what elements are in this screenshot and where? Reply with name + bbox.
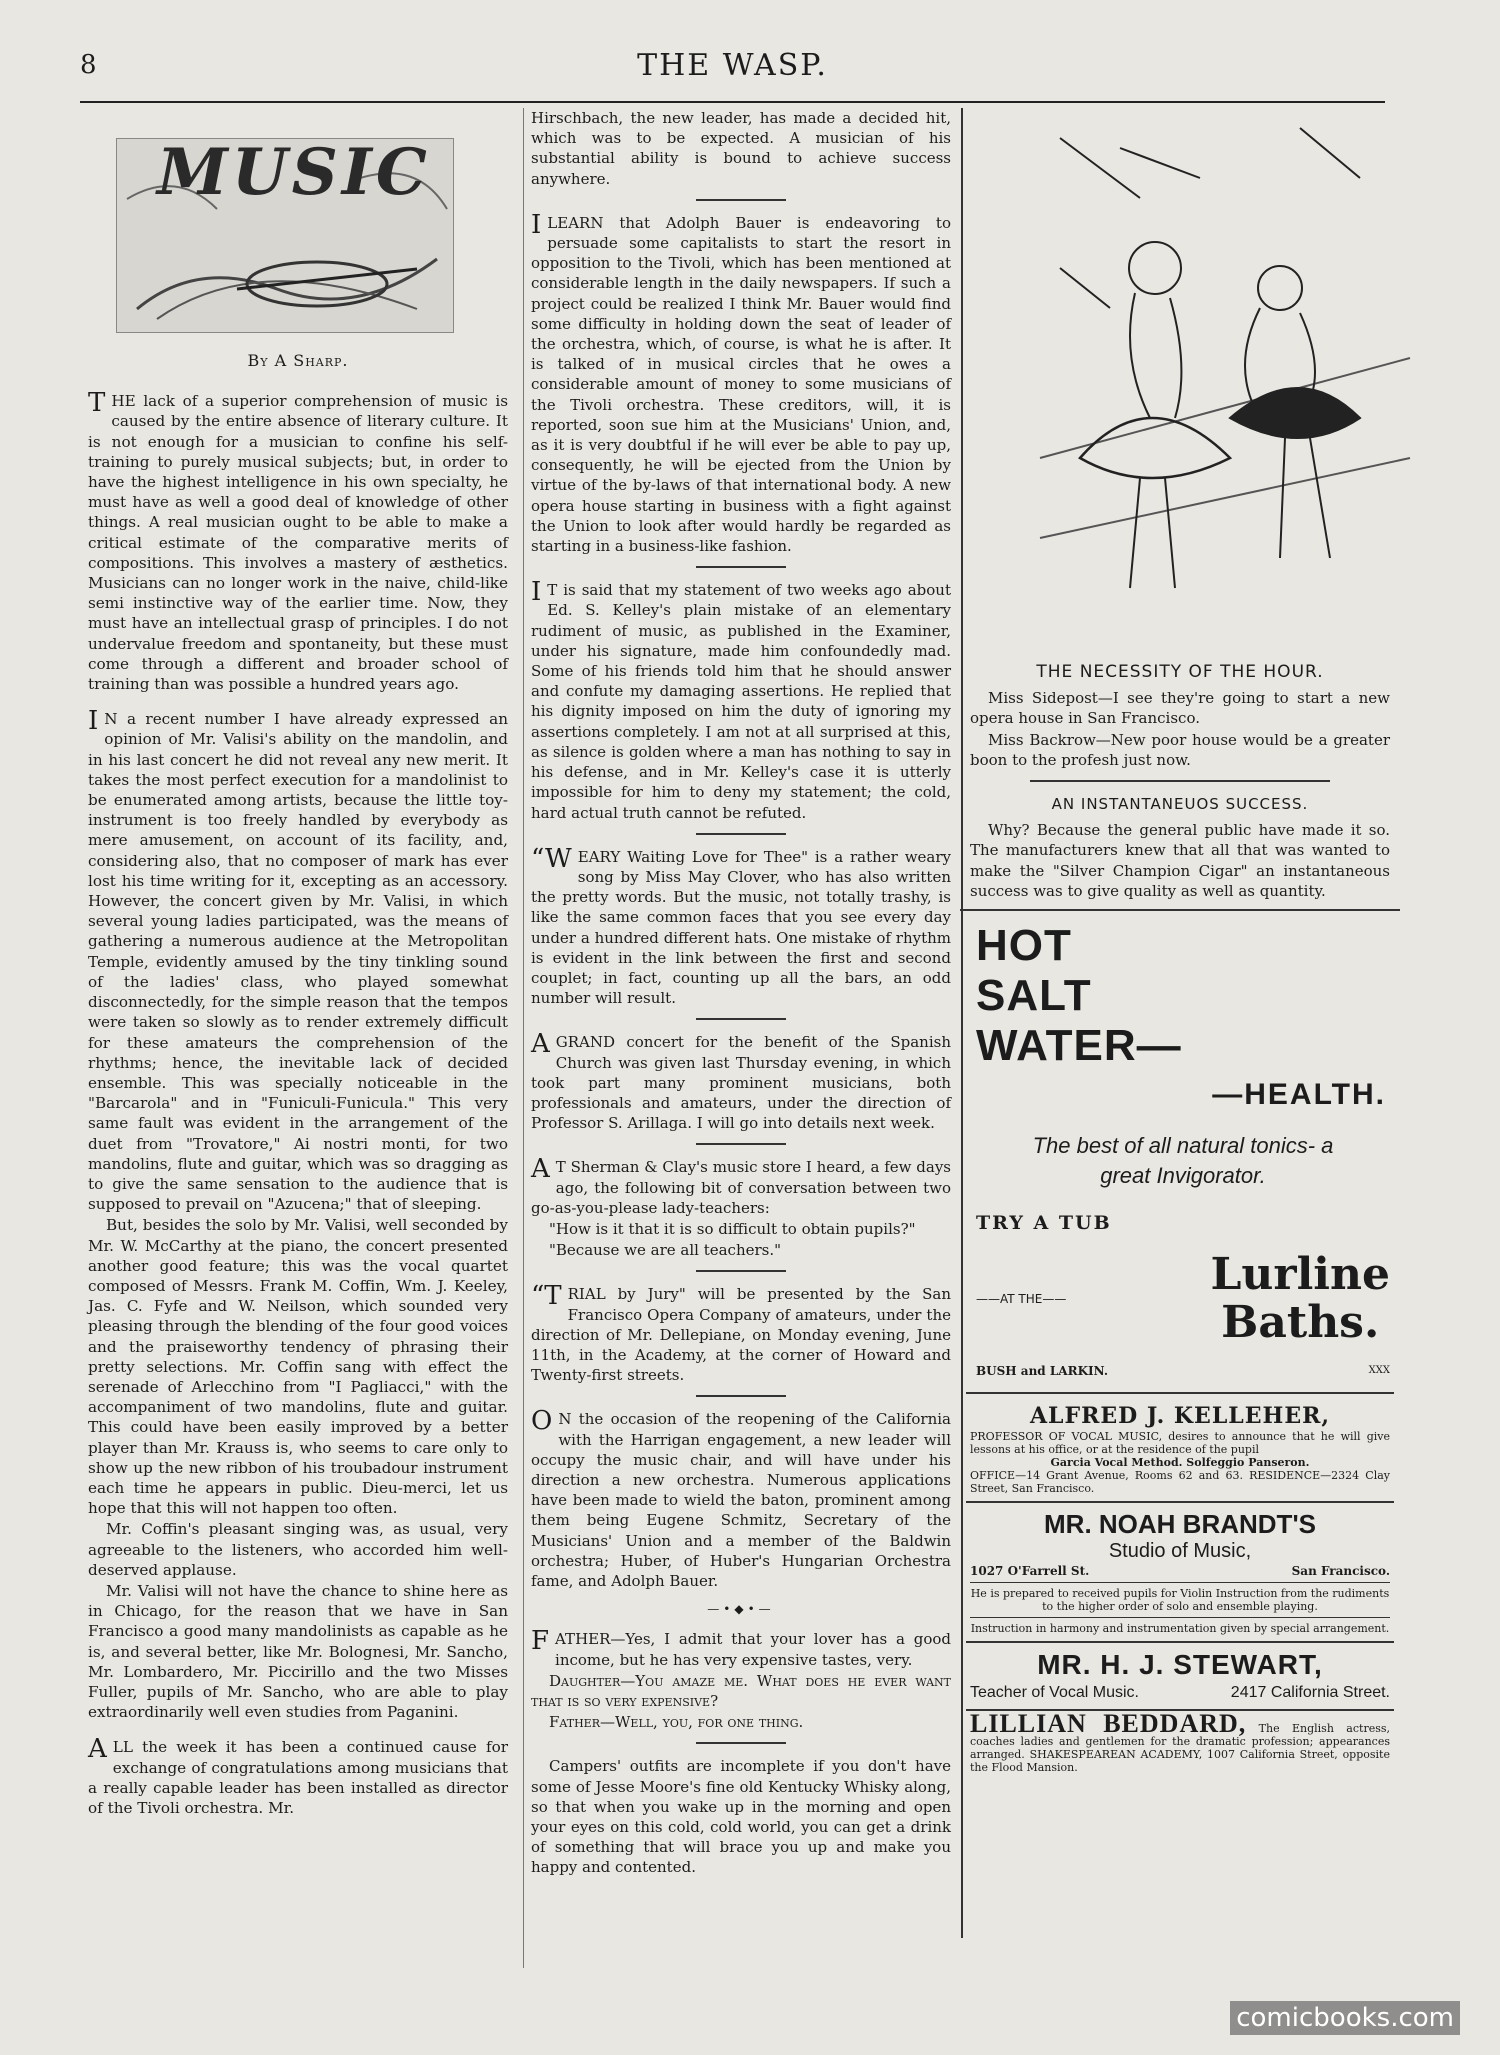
section-divider xyxy=(696,1018,786,1020)
stewart-role: Teacher of Vocal Music. xyxy=(970,1683,1139,1701)
stewart-name: MR. H. J. STEWART, xyxy=(1037,1648,1323,1680)
drop-cap: A xyxy=(88,1734,107,1765)
ad-headline-salt: SALT xyxy=(976,971,1092,1021)
beddard-body: The English actress, coaches ladies and gentlemen for the dramatic profession; appearances arranged. SHAKESPEAREAN ACADEMY, 1007 California Street, opposite the Flood Mansion. xyxy=(970,1721,1390,1774)
column-1 xyxy=(88,108,508,1819)
column-2 xyxy=(531,108,951,1879)
article-paragraph: "Because we are all teachers." xyxy=(549,1241,782,1260)
brandt-ad xyxy=(970,1509,1390,1635)
article-paragraph: "How is it that it is so difficult to obtain pupils?" xyxy=(549,1219,916,1238)
kelleher-office: OFFICE—14 Grant Avenue, Rooms 62 and 63. RESIDENCE—2324 Clay Street, San Francisco. xyxy=(970,1468,1390,1495)
article-paragraph xyxy=(531,577,951,822)
caption-dialogue-line: Miss Sidepost—I see they're going to start a new opera house in San Francisco. xyxy=(970,689,1390,728)
section-divider xyxy=(696,1742,786,1744)
watermark: comicbooks.com xyxy=(1230,2001,1460,2035)
kelleher-body: PROFESSOR OF VOCAL MUSIC, desires to announce that he will give lessons at his office, or at the residence of the pupil xyxy=(970,1429,1390,1456)
music-banner-illustration xyxy=(116,138,454,333)
section-divider xyxy=(696,1395,786,1397)
beddard-ad xyxy=(970,1708,1390,1774)
drop-cap: “W xyxy=(531,843,572,874)
ad-try-a-tub: TRY A TUB xyxy=(976,1212,1112,1235)
brandt-city: San Francisco. xyxy=(1291,1563,1390,1578)
ad-tonic-line: The best of all natural tonics- a great Invigorator. xyxy=(1032,1133,1334,1189)
ad-rule xyxy=(960,909,1400,911)
section-divider xyxy=(1030,780,1330,782)
kelleher-ad xyxy=(970,1402,1390,1495)
ad-lurline: Lurline xyxy=(1210,1249,1390,1301)
paragraph-text: LEARN that Adolph Bauer is endeavoring to persuade some capitalists to start the resort in opposition to the Tivoli, which has been mentioned at considerable length in the daily newspapers. If such a project could be realized I think Mr. Bauer would find some difficulty in holding down the seat of leader of the orchestra, which, of course, is what he is after. It is talked of in musical circles that he owes a considerable amount of money to some musicians of the Tivoli orchestra. These creditors, will, it is reported, soon sue him at the Musicians' Union, and, as it is very doubtful if he will ever be able to pay up, consequently, he will be ejected from the Union by virtue of the by-laws of that international body. A new opera house starting in business with a fight against the Union to look after would hardly be regarded as starting in a business-like fashion. xyxy=(531,213,951,556)
brandt-studio: Studio of Music, xyxy=(1108,1539,1252,1562)
paragraph-text: LL the week it has been a continued cause for exchange of congratulations among musicians that a really capable leader has been installed as director of the Tivoli orchestra. Mr. xyxy=(88,1738,508,1818)
kelleher-name: ALFRED J. KELLEHER, xyxy=(1029,1402,1331,1429)
article-paragraph: Hirschbach, the new leader, has made a decided hit, which was to be expected. A musician of his substantial ability is bound to achieve success anywhere. xyxy=(531,109,951,188)
article-paragraph: Daughter—You amaze me. What does he ever want that is so very expensive? xyxy=(531,1671,951,1711)
drop-cap: “T xyxy=(531,1281,562,1312)
music-banner-title: MUSIC xyxy=(157,138,431,210)
header-rule xyxy=(80,101,1385,103)
ad-code: XXX xyxy=(1368,1365,1390,1377)
ad-address: BUSH and LARKIN. xyxy=(976,1364,1108,1379)
drop-cap: I xyxy=(531,577,542,608)
paragraph-text: HE lack of a superior comprehension of music is caused by the entire absence of literary culture. It is not enough for a musician to confine his self-training to purely musical subjects; but, in order to have the highest intelligence in his own specialty, he must have as well a good deal of knowledge of other things. A real musician ought to be able to make a critical estimate of the comparative merits of compositions. This involves a mastery of æsthetics. Musicians can no longer work in the naive, child-like semi instinctive way of the earlier time. Now, they must have an intellectual grasp of principles. I do not undervalue freedom and spontaneity, but these must come through a different and broader school of training than was possible a hundred years ago. xyxy=(88,392,508,694)
brandt-body-2: Instruction in harmony and instrumentation given by special arrangement. xyxy=(970,1621,1390,1635)
article-paragraph: Father—Well, you, for one thing. xyxy=(549,1713,804,1732)
drop-cap: A xyxy=(531,1154,550,1185)
article-paragraph xyxy=(531,1154,951,1218)
drop-cap: O xyxy=(531,1406,553,1437)
article-paragraph xyxy=(531,1626,951,1669)
article-paragraph xyxy=(88,1734,508,1818)
ad-rule xyxy=(966,1501,1394,1503)
ad-baths: Baths. xyxy=(1221,1297,1380,1349)
column-divider-1 xyxy=(523,108,524,1968)
section-divider xyxy=(696,1270,786,1272)
page-title: THE WASP. xyxy=(637,48,828,83)
beddard-name: LILLIAN BEDDARD, xyxy=(970,1708,1247,1738)
article-paragraph xyxy=(88,706,508,1214)
illustration-caption: THE NECESSITY OF THE HOUR. xyxy=(1036,662,1324,682)
article-paragraph xyxy=(531,1281,951,1385)
brandt-body-1: He is prepared to received pupils for Violin Instruction from the rudiments to the higher order of solo and ensemble playing. xyxy=(970,1586,1390,1613)
paragraph-text: T Sherman & Clay's music store I heard, a few days ago, the following bit of conversation between two go-as-you-please lady-teachers: xyxy=(531,1158,951,1217)
stewart-address: 2417 California Street. xyxy=(1230,1683,1390,1701)
article-paragraph: Campers' outfits are incomplete if you don't have some of Jesse Moore's fine old Kentucky Whisky along, so that when you wake up in the morning and open your eyes on this cold, cold world, you can get a drink of something that will brace you up and make you happy and contented. xyxy=(531,1757,951,1877)
drop-cap: A xyxy=(531,1029,550,1060)
article-paragraph xyxy=(531,843,951,1009)
ad-headline-water: WATER— xyxy=(976,1021,1182,1071)
caption-dialogue-line: Miss Backrow—New poor house would be a greater boon to the profesh just now. xyxy=(970,730,1390,769)
ad-headline-health: —HEALTH. xyxy=(1212,1078,1386,1112)
paragraph-text: RIAL by Jury" will be presented by the San Francisco Opera Company of amateurs, under the direction of Mr. Dellepiane, on Monday evening, June 11th, in the Academy, at the corner of Howard and Twenty-first streets. xyxy=(531,1285,951,1385)
ad-at-the: ——AT THE—— xyxy=(976,1292,1067,1307)
success-text: Why? Because the general public have made it so. The manufacturers knew that all that was wanted to make the "Silver Champion Cigar" an instantaneous success was to give quality as well as quantity. xyxy=(970,821,1390,900)
page-number: 8 xyxy=(80,50,97,80)
article-paragraph xyxy=(531,1029,951,1133)
drop-cap: I xyxy=(531,209,542,240)
brandt-name: MR. NOAH BRANDT'S xyxy=(1044,1508,1316,1539)
paragraph-text: EARY Waiting Love for Thee" is a rather weary song by Miss May Clover, who has also written the pretty words. But the music, not totally trashy, is like the same common faces that you see every day under a hundred different hats. One mistake of rhythm is evident in the link between the first and second couplet; in fact, counting up all the bars, an odd number will result. xyxy=(531,847,951,1008)
lurline-baths-ad xyxy=(970,921,1390,1382)
article-paragraph xyxy=(531,1406,951,1591)
section-divider xyxy=(696,1143,786,1145)
paragraph-text: ATHER—Yes, I admit that your lover has a good income, but he has very expensive tastes, very. xyxy=(555,1630,951,1669)
kelleher-method: Garcia Vocal Method. Solfeggio Panseron. xyxy=(1050,1455,1310,1469)
cartoon-illustration xyxy=(1000,118,1420,658)
section-divider xyxy=(696,199,786,201)
dancers-illustration xyxy=(1000,118,1420,658)
ad-headline-hot: HOT xyxy=(976,921,1072,971)
drop-cap: T xyxy=(88,388,106,419)
paragraph-text: GRAND concert for the benefit of the Spanish Church was given last Thursday evening, in which took part many prominent musicians, both professionals and amateurs, under the direction of Professor S. Arillaga. I will go into details next week. xyxy=(531,1033,951,1133)
success-title: AN INSTANTANEUOS SUCCESS. xyxy=(1051,795,1309,814)
brandt-address: 1027 O'Farrell St. xyxy=(970,1563,1090,1578)
article-paragraph: Mr. Valisi will not have the chance to shine here as in Chicago, for the reason that we have in San Francisco a good many mandolinists as capable as he is, and several better, like Mr. Bolognesi, Mr. Sancho, Mr. Lombardero, Mr. Piccirillo and the two Misses Fuller, pupils of Mr. Sancho, who are able to play extraordinarily well even studies from Paganini. xyxy=(88,1581,508,1722)
section-divider xyxy=(696,833,786,835)
byline: By A Sharp. xyxy=(247,351,349,370)
article-paragraph: But, besides the solo by Mr. Valisi, well seconded by Mr. W. McCarthy at the piano, the concert presented another good feature; this was the vocal quartet composed of Messrs. Frank M. Coffin, Wm. J. Keeley, Jas. C. Fyfe and W. Neilson, which sounded very pleasing through the blending of the four good voices and the praiseworthy tendency of phrasing their pretty selections. Mr. Coffin sang with effect the serenade of Arlecchino from "I Pagliacci," with the accompaniment of two mandolins, flute and guitar. This could have been easily improved by a better player than Mr. Krauss is, who seems to care only to show up the new ribbon of his troubadour instrument each time he appears in public. Dieu-merci, let us hope that this will not happen too often. xyxy=(88,1216,508,1518)
column-divider-2 xyxy=(961,108,963,1938)
ad-rule xyxy=(966,1641,1394,1643)
page-header xyxy=(80,42,1385,92)
paragraph-text: N a recent number I have already expressed an opinion of Mr. Valisi's ability on the mandolin, and in his last concert he did not reveal any new merit. It takes the most perfect execution for a mandolinist to be enumerated among artists, because the little toy-instrument is too freely handled by everybody as mere amusement, on account of its facility, and, considering also, that no composer of mark has ever lost his time writing for it, excepting as an accessory. However, the concert given by Mr. Valisi, in which several young ladies participated, was the means of gathering a numerous audience at the Metropolitan Temple, evidently amused by the tiny tinkling sound of the ladies' class, who played somewhat disconnectedly, for the simple reason that the tempos were taken so slowly as to render extremely difficult for these amateurs the comprehension of the rhythms; hence, the inevitable lack of decided ensemble. This was specially noticeable in the "Barcarola" and in "Funiculi-Funicula." This very same fault was evident in the arrangement of the duet from "Trovatore," Ai nostri monti, for two mandolins, flute and guitar, which was so dragging as to give the same sensation to the audience that is supposed to prevail on "Azucena;" that of sleeping. xyxy=(88,710,508,1214)
ornamental-divider: —•◆•— xyxy=(707,1602,775,1617)
article-paragraph xyxy=(531,209,951,556)
stewart-ad xyxy=(970,1649,1390,1703)
article-paragraph: Mr. Coffin's pleasant singing was, as usual, very agreeable to the listeners, who accorded him well-deserved applause. xyxy=(88,1520,508,1579)
ad-rule xyxy=(966,1392,1394,1394)
drop-cap: I xyxy=(88,706,99,737)
drop-cap: F xyxy=(531,1626,550,1657)
article-paragraph xyxy=(88,388,508,694)
section-divider xyxy=(696,566,786,568)
paragraph-text: T is said that my statement of two weeks ago about Ed. S. Kelley's plain mistake of an elementary rudiment of music, as published in the Examiner, under his signature, made him confoundedly mad. Some of his friends told him that he should answer and confute my damaging assertions. He replied that his dignity imposed on him the duty of ignoring my assertions completely. I am not at all surprised at this, as silence is golden where a man has nothing to say in his defense, and in Mr. Kelley's case it is utterly impossible for him to deny my statement; the cold, hard actual truth cannot be refuted. xyxy=(531,581,951,822)
column-3 xyxy=(970,108,1390,1774)
paragraph-text: N the occasion of the reopening of the California with the Harrigan engagement, a new leader will occupy the music chair, and will have under his direction a new orchestra. Numerous applications have been made to wield the baton, prominent among them being Eugene Schmitz, Secretary of the Musicians' Union and a member of the Baldwin orchestra; Huber, of Huber's Hungarian Orchestra fame, and Adolph Bauer. xyxy=(531,1410,951,1590)
